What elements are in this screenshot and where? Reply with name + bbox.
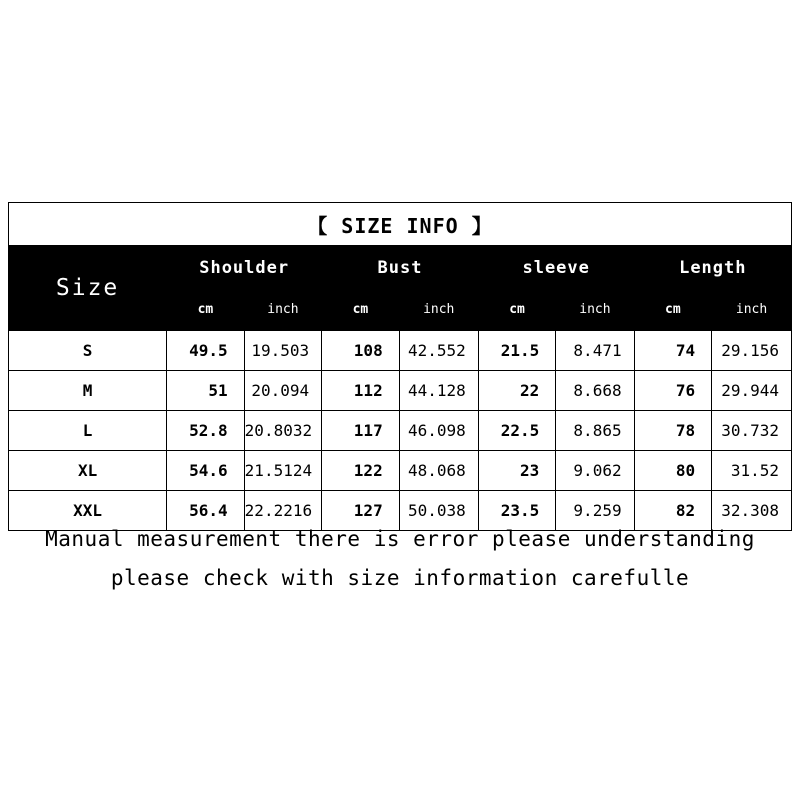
cell-length-cm: 78: [634, 411, 712, 451]
cell-length-cm: 82: [634, 491, 712, 531]
cell-shoulder-inch: 22.2216: [244, 491, 322, 531]
cell-shoulder-inch: 19.503: [244, 331, 322, 371]
header-unit-sleeve-inch: inch: [556, 290, 634, 331]
cell-sleeve-cm: 22: [478, 371, 556, 411]
cell-length-cm: 80: [634, 451, 712, 491]
cell-length-cm: 74: [634, 331, 712, 371]
header-unit-bust-inch: inch: [399, 290, 478, 331]
chart-title: 【 SIZE INFO 】: [9, 203, 792, 246]
cell-sleeve-cm: 23: [478, 451, 556, 491]
cell-shoulder-cm: 52.8: [167, 411, 245, 451]
cell-bust-cm: 127: [322, 491, 400, 531]
cell-bust-inch: 44.128: [399, 371, 478, 411]
header-group-sleeve: sleeve: [478, 246, 634, 291]
cell-sleeve-inch: 8.668: [556, 371, 634, 411]
cell-shoulder-inch: 20.8032: [244, 411, 322, 451]
header-group-shoulder: Shoulder: [167, 246, 322, 291]
header-unit-shoulder-inch: inch: [244, 290, 322, 331]
cell-sleeve-inch: 8.865: [556, 411, 634, 451]
cell-sleeve-cm: 23.5: [478, 491, 556, 531]
cell-length-inch: 30.732: [712, 411, 792, 451]
table-row: [9, 371, 792, 411]
cell-sleeve-inch: 9.259: [556, 491, 634, 531]
cell-shoulder-inch: 20.094: [244, 371, 322, 411]
header-size-label: Size: [9, 246, 167, 331]
cell-shoulder-cm: 49.5: [167, 331, 245, 371]
cell-length-cm: 76: [634, 371, 712, 411]
measurement-note: [0, 520, 800, 598]
size-table: [8, 202, 792, 531]
cell-length-inch: 32.308: [712, 491, 792, 531]
note-line-2: please check with size information carefulle: [110, 566, 690, 590]
size-info-chart: [8, 202, 792, 531]
cell-size: M: [9, 371, 167, 411]
header-group-length: Length: [634, 246, 791, 291]
cell-shoulder-cm: 54.6: [167, 451, 245, 491]
cell-shoulder-cm: 56.4: [167, 491, 245, 531]
cell-bust-cm: 108: [322, 331, 400, 371]
cell-length-inch: 31.52: [712, 451, 792, 491]
cell-sleeve-cm: 22.5: [478, 411, 556, 451]
cell-shoulder-inch: 21.5124: [244, 451, 322, 491]
note-line-1: Manual measurement there is error please understanding: [45, 527, 755, 551]
cell-bust-inch: 46.098: [399, 411, 478, 451]
header-unit-length-inch: inch: [712, 290, 792, 331]
table-row: [9, 451, 792, 491]
cell-bust-inch: 48.068: [399, 451, 478, 491]
cell-length-inch: 29.156: [712, 331, 792, 371]
cell-sleeve-cm: 21.5: [478, 331, 556, 371]
header-group-bust: Bust: [322, 246, 479, 291]
cell-bust-inch: 50.038: [399, 491, 478, 531]
table-row: [9, 331, 792, 371]
header-unit-sleeve-cm: cm: [478, 290, 556, 331]
cell-length-inch: 29.944: [712, 371, 792, 411]
cell-shoulder-cm: 51: [167, 371, 245, 411]
table-title-row: [9, 203, 792, 246]
header-group-row: [9, 246, 792, 291]
cell-bust-cm: 122: [322, 451, 400, 491]
table-row: [9, 411, 792, 451]
cell-sleeve-inch: 9.062: [556, 451, 634, 491]
cell-size: XXL: [9, 491, 167, 531]
header-unit-bust-cm: cm: [322, 290, 400, 331]
header-unit-length-cm: cm: [634, 290, 712, 331]
cell-size: XL: [9, 451, 167, 491]
cell-size: S: [9, 331, 167, 371]
header-unit-shoulder-cm: cm: [167, 290, 245, 331]
cell-bust-cm: 112: [322, 371, 400, 411]
cell-bust-cm: 117: [322, 411, 400, 451]
cell-sleeve-inch: 8.471: [556, 331, 634, 371]
cell-size: L: [9, 411, 167, 451]
cell-bust-inch: 42.552: [399, 331, 478, 371]
